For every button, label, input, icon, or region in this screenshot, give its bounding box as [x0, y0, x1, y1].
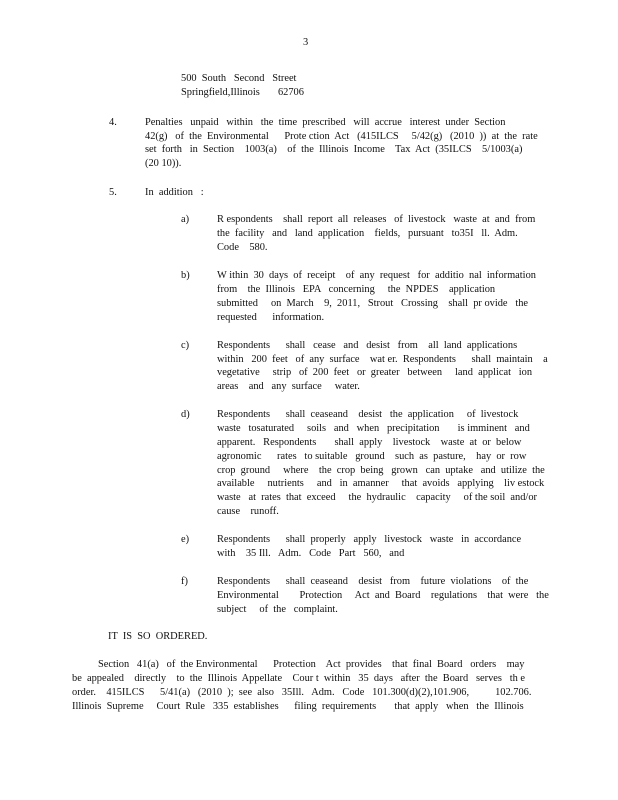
subitem-d-line: apparent. Respondents shall apply livestock waste at or below — [217, 437, 522, 448]
subitem-d-line: cause runoff. — [217, 506, 279, 517]
subitem-d-line: crop ground where the crop being grown can uptake and utilize the — [217, 465, 545, 476]
page-number: 3 — [303, 37, 309, 48]
subitem-a-line: R espondents shall report all releases of livestock waste at and from — [217, 214, 536, 225]
item-5-number: 5. — [109, 187, 117, 198]
subitem-b-line: submitted on March 9, 2011, Strout Crossing shall pr ovide the — [217, 298, 529, 309]
subitem-a-label: a) — [181, 214, 190, 225]
closing-paragraph-line: Illinois Supreme Court Rule 335 establishes filing requirements that apply when the Illinois — [72, 701, 524, 712]
closing-paragraph-line: order. 415ILCS 5/41(a) (2010 ); see also 35Ill. Adm. Code 101.300(d)(2),101.906, 102.706. — [72, 687, 532, 698]
subitem-b-line: from the Illinois EPA concerning the NPDES application — [217, 284, 496, 295]
subitem-b-line: W ithin 30 days of receipt of any request for additio nal information — [217, 270, 536, 281]
subitem-d-line: available nutrients and in amanner that avoids applying liv estock — [217, 478, 545, 489]
subitem-c-line: vegetative strip of 200 feet or greater between land applicat ion — [217, 367, 533, 378]
subitem-a-line: Code 580. — [217, 242, 268, 253]
address-line-2: Springfield,Illinois 62706 — [181, 87, 304, 98]
subitem-c-label: c) — [181, 340, 190, 351]
subitem-d-line: waste at rates that exceed the hydraulic capacity of the soil and/or — [217, 492, 537, 503]
item-4-line: Penalties unpaid within the time prescribed will accrue interest under Section — [145, 117, 506, 128]
subitem-c-line: Respondents shall cease and desist from all land applications — [217, 340, 518, 351]
item-4-line: 42(g) of the Environmental Prote ction Act (415ILCS 5/42(g) (2010 )) at the rate — [145, 131, 538, 142]
item-5-intro: In addition : — [145, 187, 204, 198]
subitem-d-line: Respondents shall ceaseand desist the application of livestock — [217, 409, 519, 420]
subitem-e-line: with 35 Ill. Adm. Code Part 560, and — [217, 548, 405, 559]
subitem-a-line: the facility and land application fields, pursuant to35I ll. Adm. — [217, 228, 518, 239]
subitem-d-label: d) — [181, 409, 190, 420]
subitem-b-label: b) — [181, 270, 190, 281]
address-line-1: 500 South Second Street — [181, 73, 297, 84]
subitem-d-line: waste tosaturated soils and when precipitation is imminent and — [217, 423, 530, 434]
closing-paragraph-line: be appealed directly to the Illinois Appellate Cour t within 35 days after the Board serves th e — [72, 673, 526, 684]
subitem-f-line: Environmental Protection Act and Board regulations that were the — [217, 590, 549, 601]
item-4-number: 4. — [109, 117, 117, 128]
subitem-f-line: Respondents shall ceaseand desist from future violations of the — [217, 576, 529, 587]
item-4-line: (20 10)). — [145, 158, 182, 169]
subitem-e-label: e) — [181, 534, 190, 545]
closing-paragraph-line: Section 41(a) of the Environmental Protection Act provides that final Board orders may — [72, 659, 525, 670]
subitem-e-line: Respondents shall properly apply livestock waste in accordance — [217, 534, 522, 545]
item-4-line: set forth in Section 1003(a) of the Illinois Income Tax Act (35ILCS 5/1003(a) — [145, 144, 523, 155]
subitem-f-label: f) — [181, 576, 188, 587]
subitem-c-line: areas and any surface water. — [217, 381, 360, 392]
it-is-so-ordered: IT IS SO ORDERED. — [108, 631, 208, 642]
subitem-b-line: requested information. — [217, 312, 325, 323]
subitem-f-line: subject of the complaint. — [217, 604, 338, 615]
subitem-c-line: within 200 feet of any surface wat er. Respondents shall maintain a — [217, 354, 548, 365]
subitem-d-line: agronomic rates to suitable ground such as pasture, hay or row — [217, 451, 527, 462]
